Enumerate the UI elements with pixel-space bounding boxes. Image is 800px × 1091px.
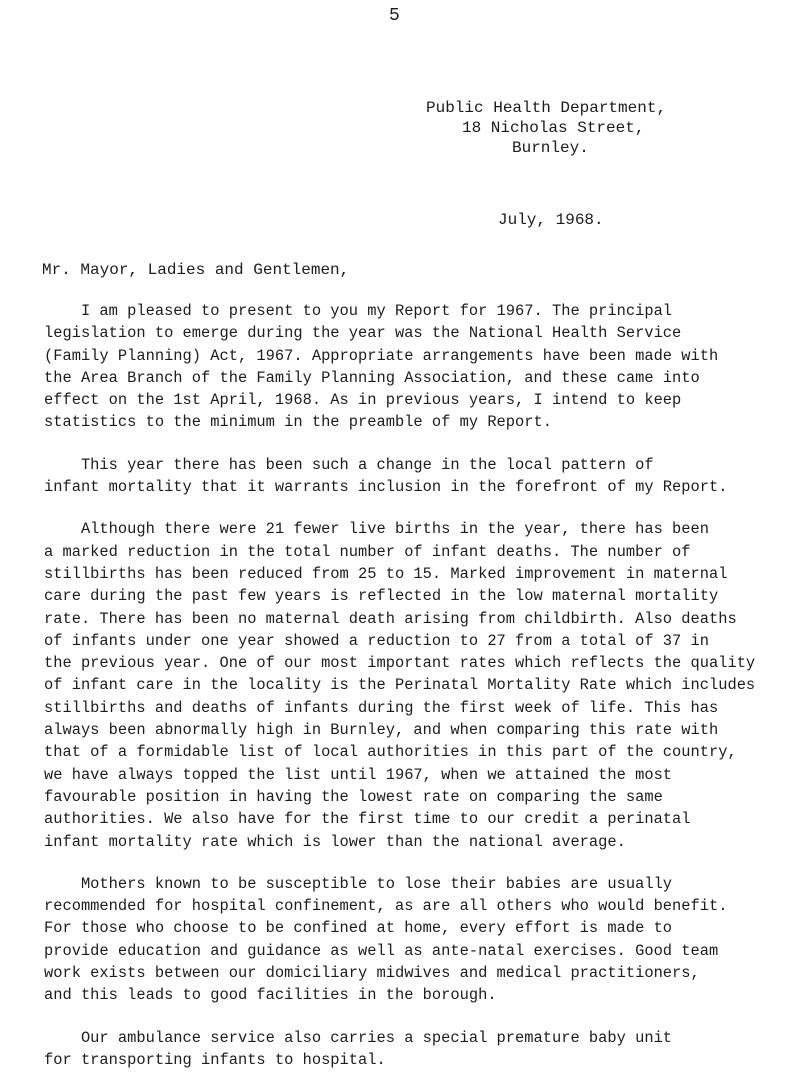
letter-date: July, 1968. [498,211,604,229]
sender-address [420,98,667,158]
text-line: infant mortality rate which is lower than the national average. [44,832,626,851]
text-line: the Area Branch of the Family Planning Association, and these came into [44,368,700,387]
text-line: work exists between our domiciliary midwives and medical practitioners, [44,964,700,983]
text-line: I am pleased to present to you my Report for 1967. The principal [44,302,673,320]
text-line: This year there has been such a change in the local pattern of [44,455,654,474]
text-line: for transporting infants to hospital. [44,1050,386,1069]
text-line: effect on the 1st April, 1968. As in previous years, I intend to keep [44,391,682,410]
text-line: that of a formidable list of local authorities in this part of the country, [44,743,737,762]
text-line: of infant care in the locality is the Perinatal Mortality Rate which includes [44,676,756,695]
paragraph [44,518,784,852]
text-line: a marked reduction in the total number of infant deaths. The number of [44,542,691,561]
page-number: 5 [389,6,400,26]
text-line: favourable position in having the lowest rate on comparing the same [44,787,663,806]
text-line: Mothers known to be susceptible to lose their babies are usually [44,874,673,893]
text-line: stillbirths has been reduced from 25 to 15. Marked improvement in maternal [44,564,728,583]
text-line: infant mortality that it warrants inclusion in the forefront of my Report. [44,478,728,497]
text-line: we have always topped the list until 1967, when we attained the most [44,765,673,784]
text-line: statistics to the minimum in the preamble of my Report. [44,413,552,432]
address-line-street: 18 Nicholas Street, [462,119,645,137]
text-line: (Family Planning) Act, 1967. Appropriate arrangements have been made with [44,346,719,365]
text-line: care during the past few years is reflected in the low maternal mortality [44,587,719,606]
text-line: rate. There has been no maternal death arising from childbirth. Also deaths [44,609,737,628]
paragraph [44,454,784,499]
text-line: provide education and guidance as well as ante-natal exercises. Good team [44,941,719,960]
text-line: For those who choose to be confined at home, every effort is made to [44,919,673,938]
text-line: recommended for hospital confinement, as are all others who would benefit. [44,897,728,916]
text-line: authorities. We also have for the first time to our credit a perinatal [44,810,691,829]
report-body [44,300,784,1091]
text-line: and this leads to good facilities in the borough. [44,986,497,1005]
text-line: of infants under one year showed a reduction to 27 from a total of 37 in [44,631,709,650]
text-line: Our ambulance service also carries a special premature baby unit [44,1028,673,1047]
paragraph [44,873,784,1007]
address-line-town: Burnley. [512,139,589,157]
salutation: Mr. Mayor, Ladies and Gentlemen, [42,261,350,279]
text-line: the previous year. One of our most important rates which reflects the quality [44,654,756,673]
text-line: Although there were 21 fewer live births in the year, there has been [44,520,709,539]
paragraph [44,300,784,434]
text-line: stillbirths and deaths of infants during the first week of life. This has [44,698,719,717]
paragraph [44,1027,784,1072]
text-line: always been abnormally high in Burnley, and when comparing this rate with [44,721,719,740]
text-line: legislation to emerge during the year was the National Health Service [44,324,682,343]
address-line-department: Public Health Department, [426,99,667,117]
